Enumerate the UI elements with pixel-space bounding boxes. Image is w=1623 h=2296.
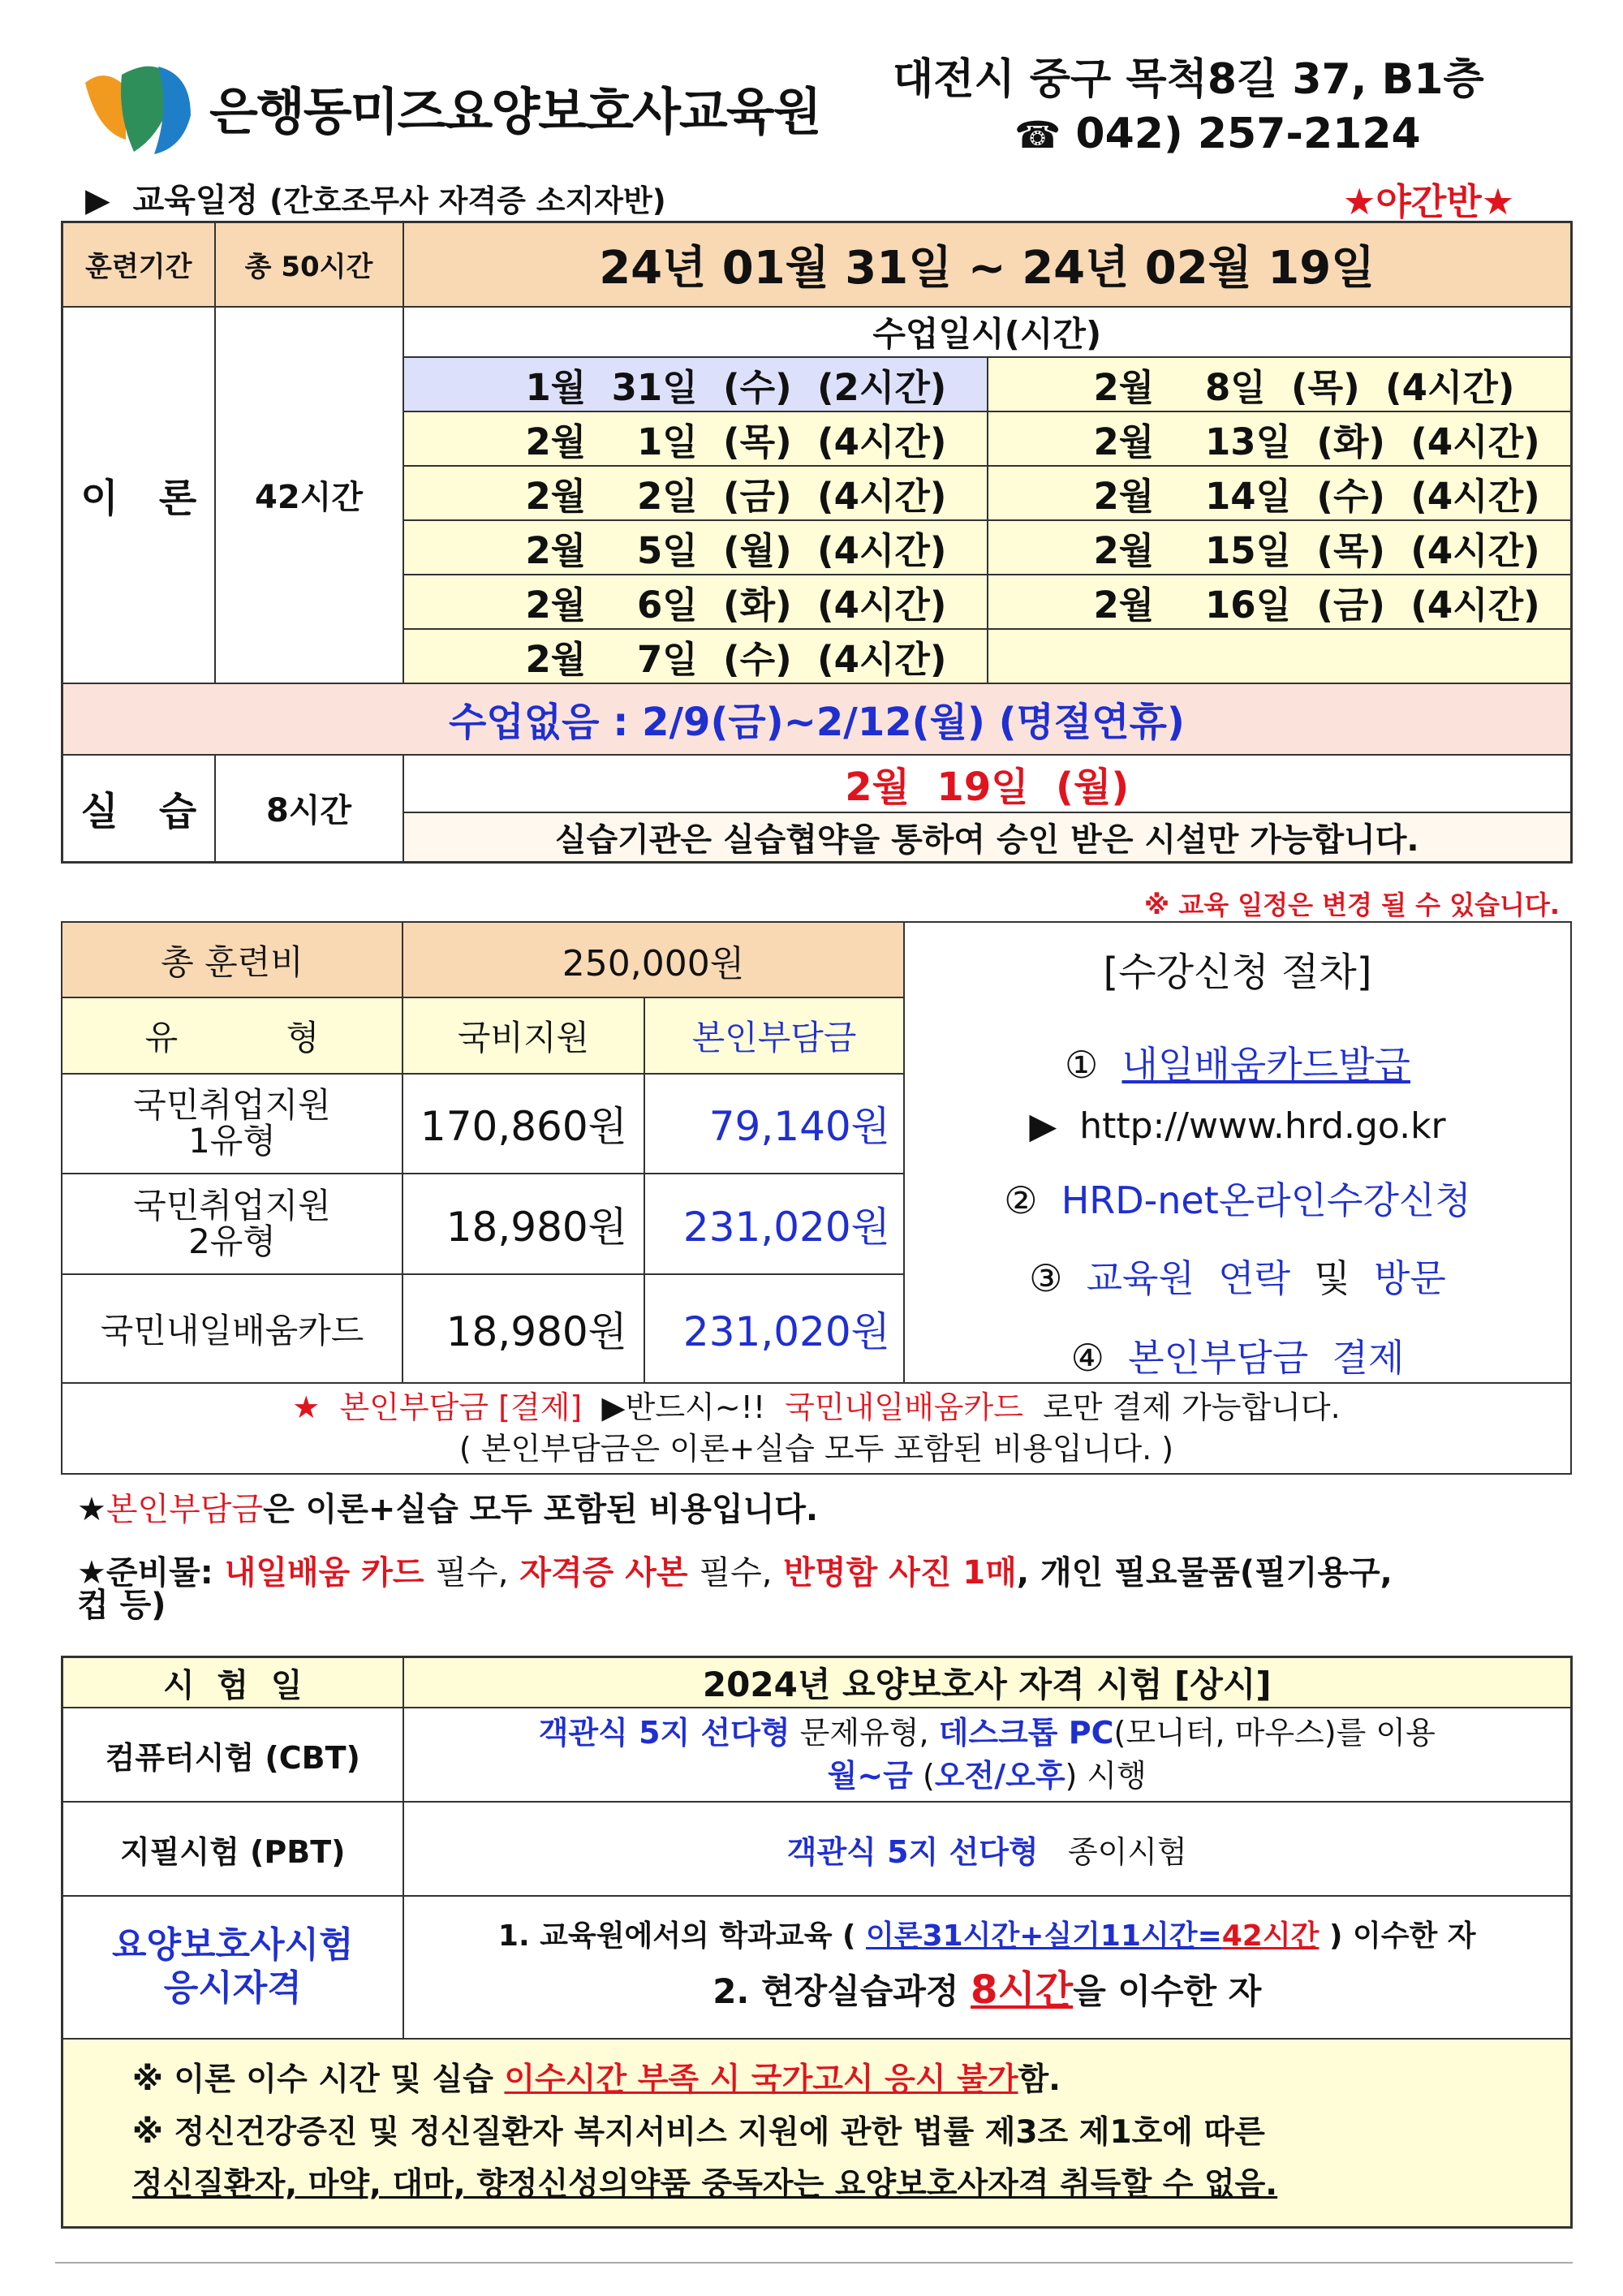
- logo: [77, 50, 199, 156]
- qualification-description: 1. 교육원에서의 학과교육 ( 이론31시간+실기11시간=42시간 ) 이수한 자 2. 현장실습과정 8시간을 이수한 자: [403, 1896, 1572, 2039]
- class-day-empty: [988, 629, 1572, 683]
- procedure-url: [905, 1105, 1570, 1147]
- arrow-icon: ▶: [85, 182, 110, 219]
- fees-table: [61, 921, 1572, 1475]
- night-class-badge: ★야간반★: [1343, 180, 1515, 223]
- fee-type: 국민내일배움카드: [62, 1274, 403, 1383]
- class-day: 2월 5일 (월) (4시간): [403, 520, 988, 575]
- procedure-step-4: ④ 본인부담금 결제: [1070, 1336, 1405, 1380]
- fee-self: 231,020원: [644, 1174, 904, 1274]
- telephone-icon: ☎: [1014, 113, 1061, 157]
- arrow-icon: ▶: [1029, 1105, 1057, 1147]
- fee-self: 231,020원: [644, 1274, 904, 1383]
- phone-number: 042) 257-2124: [1075, 110, 1421, 158]
- total-fee-value: 250,000원: [403, 922, 904, 997]
- qualification-label: 요양보호사시험 응시자격: [62, 1896, 403, 2039]
- address: 대전시 중구 목척8길 37, B1층: [893, 55, 1484, 104]
- procedure-title: [수강신청 절차]: [1103, 950, 1372, 995]
- step-2-text: HRD-net온라인수강신청: [1061, 1178, 1471, 1222]
- procedure-panel: [904, 922, 1571, 1383]
- class-time-header: 수업일시(시간): [403, 307, 1572, 357]
- cost-note: ★본인부담금은 이론+실습 모두 포함된 비용입니다.: [77, 1491, 819, 1528]
- bottom-divider: [55, 2262, 1573, 2264]
- practice-date: 2월 19일 (월): [403, 755, 1572, 812]
- pbt-label: 지필시험 (PBT): [62, 1802, 403, 1896]
- practice-label: 실 습: [62, 755, 215, 863]
- fee-gov: 18,980원: [403, 1174, 644, 1274]
- total-hours: 총 50시간: [215, 222, 403, 307]
- procedure-step-2: ② HRD-net온라인수강신청: [1004, 1178, 1471, 1222]
- prep-note: ★준비물: 내일배움 카드 필수, 자격증 사본 필수, 반명함 사진 1매, 개인 필요물품(필기용구, 컵 등): [77, 1554, 1393, 1624]
- fee-gov: 18,980원: [403, 1274, 644, 1383]
- no-class-notice: 수업없음 : 2/9(금)~2/12(월) (명절연휴): [62, 683, 1572, 755]
- class-day: 2월 13일 (화) (4시간): [988, 411, 1572, 466]
- schedule-change-note: ※ 교육 일정은 변경 될 수 있습니다.: [1144, 890, 1560, 920]
- procedure-step-3: ③ 교육원 연락 및 방문: [1029, 1256, 1446, 1300]
- theory-hours: 42시간: [215, 307, 403, 683]
- fee-gov: 170,860원: [403, 1074, 644, 1174]
- class-day: 2월 16일 (금) (4시간): [988, 575, 1572, 629]
- total-fee-label: 총 훈련비: [62, 922, 403, 997]
- exam-title: 2024년 요양보호사 자격 시험 [상시]: [403, 1657, 1572, 1708]
- period-label: 훈련기간: [62, 222, 215, 307]
- class-day: 2월 14일 (수) (4시간): [988, 466, 1572, 520]
- fee-self: 79,140원: [644, 1074, 904, 1174]
- org-name: 은행동미즈요양보호사교육원: [209, 82, 820, 141]
- theory-label: 이 론: [62, 307, 215, 683]
- section-title: [85, 174, 666, 221]
- date-range: 24년 01월 31일 ~ 24년 02월 19일: [403, 222, 1572, 307]
- cbt-label: 컴퓨터시험 (CBT): [62, 1708, 403, 1802]
- fee-type: 국민취업지원 2유형: [62, 1174, 403, 1274]
- section-title-text: 교육일정: [132, 182, 259, 219]
- pbt-description: 객관식 5지 선다형 종이시험: [403, 1802, 1572, 1896]
- procedure-step-1: ① 내일배움카드발급: [1065, 1043, 1410, 1087]
- self-header: 본인부담금: [644, 997, 904, 1073]
- warning-line1: ※ 이론 이수 시간 및 실습 이수시간 부족 시 국가고시 응시 불가함.: [132, 2061, 1061, 2099]
- exam-warning: [62, 2039, 1572, 2227]
- fee-type: 국민취업지원 1유형: [62, 1074, 403, 1174]
- payment-note-line2: ( 본인부담금은 이론+실습 모두 포함된 비용입니다. ): [458, 1431, 1174, 1467]
- exam-table: [61, 1656, 1573, 2229]
- class-day: 2월 2일 (금) (4시간): [403, 466, 988, 520]
- class-day: 2월 8일 (목) (4시간): [988, 357, 1572, 411]
- payment-note: [62, 1383, 1571, 1474]
- type-header: 유 형: [62, 997, 403, 1073]
- class-day: 2월 6일 (화) (4시간): [403, 575, 988, 629]
- class-day: 2월 7일 (수) (4시간): [403, 629, 988, 683]
- class-day: 2월 1일 (목) (4시간): [403, 411, 988, 466]
- class-day: 1월 31일 (수) (2시간): [403, 357, 988, 411]
- gov-header: 국비지원: [403, 997, 644, 1073]
- step-1-text[interactable]: 내일배움카드발급: [1121, 1043, 1410, 1087]
- schedule-table: [61, 221, 1573, 864]
- warning-line2: ※ 정신건강증진 및 정신질환자 복지서비스 지원에 관한 법률 제3조 제1호에 따른: [132, 2113, 1265, 2151]
- phone-line: [1014, 110, 1421, 158]
- practice-note: 실습기관은 실습협약을 통하여 승인 받은 시설만 가능합니다.: [403, 812, 1572, 863]
- hrd-link[interactable]: http://www.hrd.go.kr: [1079, 1105, 1446, 1147]
- section-subtitle: (간호조무사 자격증 소지자반): [269, 183, 666, 218]
- exam-date-label: 시 험 일: [62, 1657, 403, 1708]
- cbt-description: 객관식 5지 선다형 문제유형, 데스크톱 PC(모니터, 마우스)를 이용 월~금 (오전/오후) 시행: [403, 1708, 1572, 1802]
- warning-line3: 정신질환자, 마약, 대마, 향정신성의약품 중독자는 요양보호사자격 취득할 수 없음.: [132, 2165, 1278, 2203]
- practice-hours: 8시간: [215, 755, 403, 863]
- class-day: 2월 15일 (목) (4시간): [988, 520, 1572, 575]
- payment-note-line1: ★ 본인부담금 [결제] ▶반드시~!! 국민내일배움카드 로만 결제 가능합니다.: [292, 1389, 1341, 1425]
